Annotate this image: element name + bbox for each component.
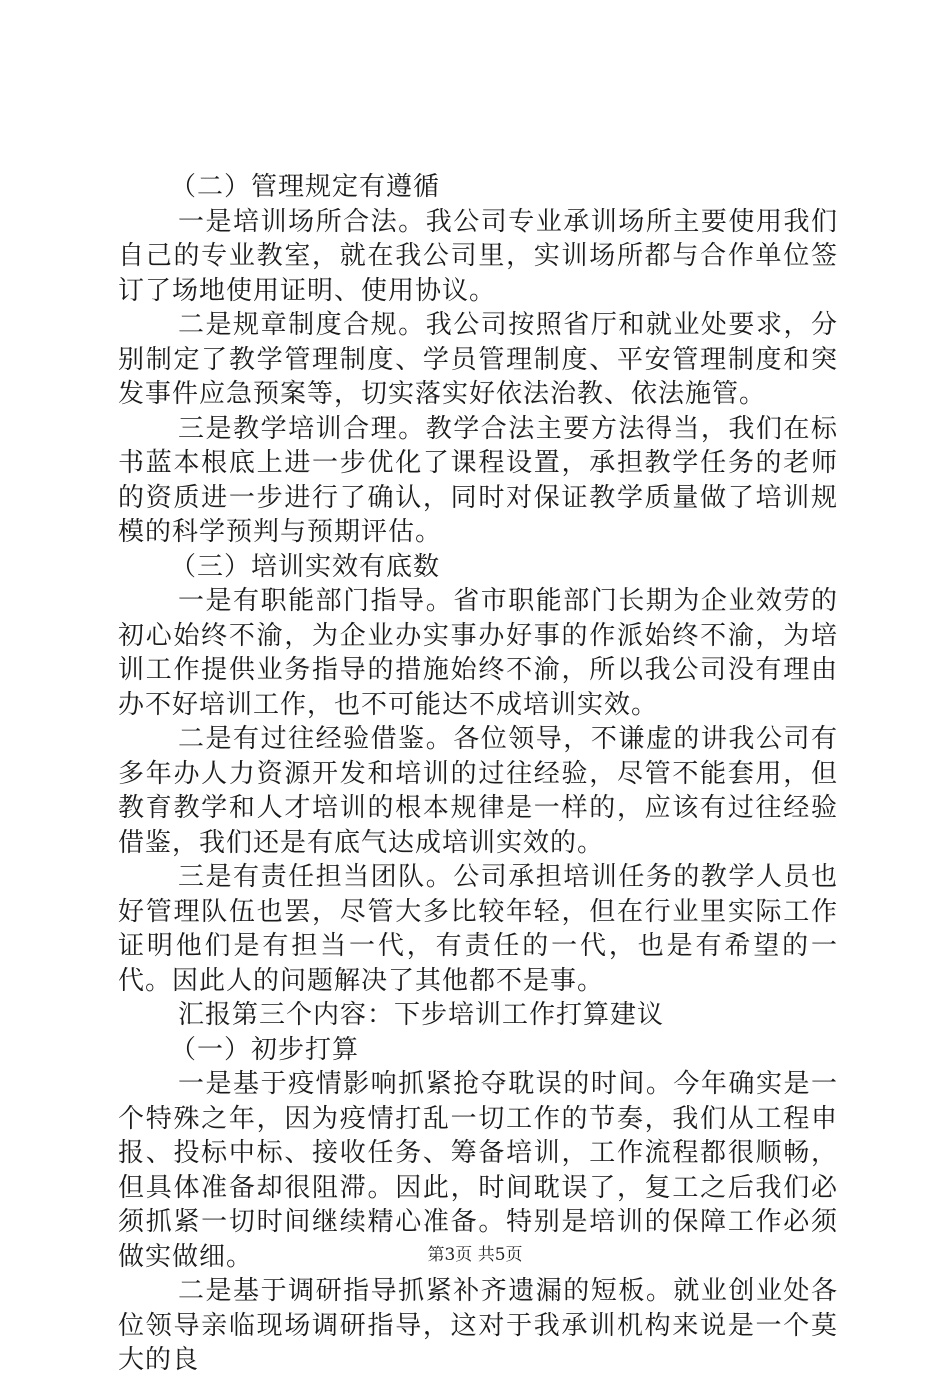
section-heading-3: （三）培训实效有底数: [170, 551, 441, 582]
paragraph: 二是有过往经验借鉴。各位领导，不谦虚的讲我公司有多年办人力资源开发和培训的过往经验，尽管不能套用，但教育教学和人才培训的根本规律是一样的，应该有过往经验借鉴，我们还是有底气达成培训实效的。: [118, 724, 838, 858]
paragraph: 二是基于调研指导抓紧补齐遗漏的短板。就业创业处各位领导亲临现场调研指导，这对于我承训机构来说是一个莫大的良: [118, 1276, 838, 1375]
paragraph: 一是有职能部门指导。省市职能部门长期为企业效劳的初心始终不渝，为企业办实事办好事的作派始终不渝，为培训工作提供业务指导的措施始终不渝，所以我公司没有理由办不好培训工作，也不可能达不成培训实效。: [118, 586, 838, 720]
paragraph: 一是培训场所合法。我公司专业承训场所主要使用我们自己的专业教室，就在我公司里，实训场所都与合作单位签订了场地使用证明、使用协议。: [118, 206, 838, 306]
paragraph: 三是有责任担当团队。公司承担培训任务的教学人员也好管理队伍也罢，尽管大多比较年轻，但在行业里实际工作证明他们是有担当一代，有责任的一代，也是有希望的一代。因此人的问题解决了其他都不是事。: [118, 862, 838, 996]
document-body: [118, 170, 838, 1378]
part-three-intro: 汇报第三个内容：下步培训工作打算建议: [178, 1000, 665, 1030]
section-heading-1: （一）初步打算: [170, 1034, 360, 1065]
page-number-footer: 第3页 共5页: [427, 1245, 523, 1265]
paragraph: 二是规章制度合规。我公司按照省厅和就业处要求，分别制定了教学管理制度、学员管理制度、平安管理制度和突发事件应急预案等，切实落实好依法治教、依法施管。: [118, 310, 838, 409]
paragraph: 一是基于疫情影响抓紧抢夺耽误的时间。今年确实是一个特殊之年，因为疫情打乱一切工作的节奏，我们从工程申报、投标中标、接收任务、筹备培训，工作流程都很顺畅，但具体准备却很阻滞。因此，时间耽误了，复工之后我们必须抓紧一切时间继续精心准备。特别是培训的保障工作必须做实做细。: [118, 1069, 838, 1272]
section-heading-2: （二）管理规定有遵循: [170, 172, 441, 202]
paragraph: 三是教学培训合理。教学合法主要方法得当，我们在标书蓝本根底上进一步优化了课程设置，承担教学任务的老师的资质进一步进行了确认，同时对保证教学质量做了培训规模的科学预判与预期评估。: [118, 413, 838, 547]
